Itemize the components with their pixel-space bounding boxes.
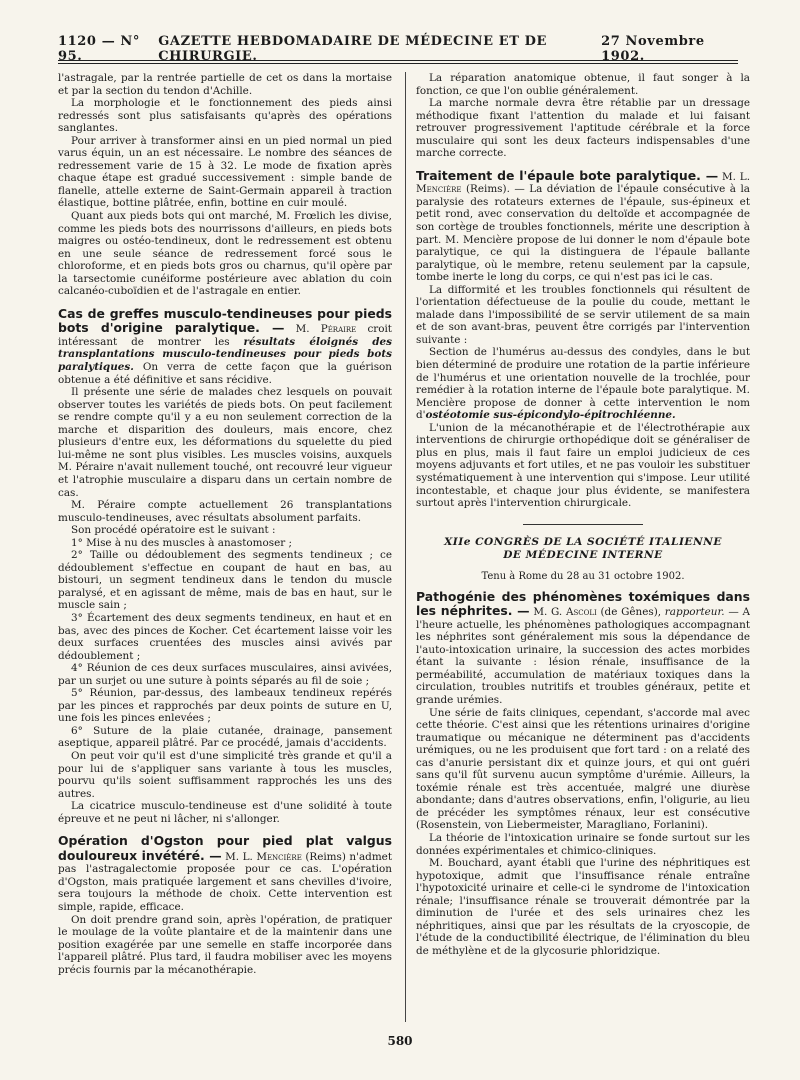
page-folio: 580 — [387, 1034, 413, 1048]
paragraph: La morphologie et le fonctionnement des pieds ainsi redressés sont plus satisfaisants qu'après des opérations sanglantes. — [58, 97, 392, 135]
paragraph — [416, 346, 750, 421]
paragraph: Son procédé opératoire est le suivant : — [71, 524, 276, 537]
section-nephrites-lead — [416, 590, 750, 707]
paragraph-text: Section de l'humérus au-dessus des condyles, dans le but bien déterminé de produire une rotation de la partie inférieure de l'humérus et une orientation nouvelle de la trochlée, pour remédier à la rotation interne de l'épaule bote paralytique. M. Mencière propose de donner à cette intervention le nom d' — [416, 346, 750, 422]
paragraph: L'union de la mécanothérapie et de l'électrothérapie aux interventions de chirurgie orthopédique doit se généraliser de plus en plus, mais il faut faire un emploi judicieux de ces moyens adjuvants et fort utiles, et ne pas vouloir les substituer systématiquement à une intervention qui s'impose. Leur utilité incontestable, et chaque jour plus évidente, se manifestera surtout après l'intervention chirurgicale. — [416, 421, 750, 510]
congress-dates: Tenu à Rome du 28 au 31 octobre 1902. — [481, 570, 685, 582]
left-column — [58, 72, 392, 1022]
procedure-step: 1° Mise à nu des muscles à anastomoser ; — [71, 536, 292, 549]
issue-date: 27 Novembre 1902. — [601, 34, 705, 64]
author-name: M. L. Mencière — [416, 170, 750, 196]
paragraph: La difformité et les troubles fonctionnels qui résultent de l'orientation défectueuse de la poulie du coude, mettant le malade dans l'impossibilité de se servir utilement de sa main et de son avant-bras, peuvent être corrigés par l'intervention suivante : — [416, 283, 750, 346]
paragraph: La cicatrice musculo-tendineuse est d'une solidité à toute épreuve et ne peut ni lâcher, ni s'allonger. — [58, 800, 392, 825]
lead-text: (Reims). — La déviation de l'épaule consécutive à la paralysie des rotateurs externes de l'épaule, sus-épineux et petit rond, avec conservation du deltoïde et accompagnée de son cortège de troubles fonctionnels, mérite une description à part. M. Mencière propose de lui donner le nom d'épaule bote paralytique, ce qui la distinguera de l'épaule ballante paralytique, où le membre, retenu seulement par la capsule, tombe inerte le long du corps, ce qui n'est pas ici le cas. — [416, 183, 750, 284]
lead-text-end: On verra de cette façon que la guérison obtenue a été définitive et sans récidive. — [58, 361, 392, 386]
section-separator — [523, 524, 643, 525]
header-rule-thin — [58, 63, 738, 64]
author-name: M. G. Ascoli — [533, 606, 597, 619]
congress-heading — [416, 536, 750, 563]
author-name: M. Péraire — [295, 323, 357, 336]
author-role: rapporteur. — [664, 606, 725, 619]
paragraph: Une série de faits cliniques, cependant, s'accorde mal avec cette théorie. C'est ainsi que les rétentions urinaires d'origine traumatique ou mécanique ne déterminent pas d'accidents urémiques, ou ne les produisent que fort tard : on a relaté des cas d'anurie persistant dix et quinze jours, et qui ont guéri sans qu'il fût survenu aucun symptôme d'urémie. Ailleurs, la toxémie rénale est très accentuée, malgré une diurèse abondante; dans d'autres observations, enfin, l'oligurie, au lieu de précéder les symptômes rénaux, leur est consécutive (Rosenstein, von Liebermeister, Maragliano, Forlanini). — [416, 706, 750, 832]
congress-title-line2: DE MÉDECINE INTERNE — [503, 549, 663, 562]
paragraph: Quant aux pieds bots qui ont marché, M. Frœlich les divise, comme les pieds bots des nourrissons d'ailleurs, en pieds bots maigres ou ostéo-tendineux, dont le redressement est obtenu en une seule séance de redressement forcé sous le chloroforme, et en pieds bots gros ou charnus, qu'il opère par la tarsectomie cunéiforme postérieure avec ablation du coin calcanéo-cuboïdien et de l'astragale en entier. — [58, 210, 392, 298]
section-title: Cas de greffes musculo-tendineuses pour pieds bots d'origine paralytique. — — [58, 305, 392, 336]
congress-title-line1: XIIe CONGRÈS DE LA SOCIÉTÉ ITALIENNE — [444, 535, 722, 548]
paragraph: M. Péraire compte actuellement 26 transplantations musculo-tendineuses, avec résultats absolument parfaits. — [58, 499, 392, 524]
paragraph: La marche normale devra être rétablie par un dressage méthodique fixant l'attention du malade et lui faisant retrouver progressivement l'aptitude cérébrale et la force musculaire qui sont les deux facteurs indispensables d'une marche correcte. — [416, 97, 750, 160]
procedure-name: ostéotomie sus-épicondylo-épitrochléenne. — [425, 409, 676, 422]
section-title: Opération d'Ogston pour pied plat valgus douloureux invétéré. — — [58, 833, 392, 863]
paragraph: On peut voir qu'il est d'une simplicité très grande et qu'il a pour lui de s'appliquer sans variante à tous les muscles, pourvu qu'ils soient suffisamment rapprochés les uns des autres. — [58, 749, 392, 800]
lead-text: croit intéressant de montrer les — [58, 323, 392, 348]
journal-title: GAZETTE HEBDOMADAIRE DE MÉDECINE ET DE CHIRURGIE. — [158, 34, 548, 64]
section-title: Traitement de l'épaule bote paralytique. — — [416, 167, 719, 183]
section-greffes-lead — [58, 307, 392, 386]
procedure-step: 3° Écartement des deux segments tendineux, en haut et en bas, avec des pinces de Kocher. Cet écartement laisse voir les deux surfaces cruentées des muscles ainsi avivés par dédoublement ; — [58, 611, 392, 662]
column-divider — [405, 72, 406, 1022]
author-name: M. L. Mencière — [225, 850, 302, 863]
section-title: Pathogénie des phénomènes toxémiques dans les néphrites. — — [416, 588, 750, 619]
section-ogston-lead — [58, 834, 392, 913]
paragraph: l'astragale, par la rentrée partielle de cet os dans la mortaise et par la section du tendon d'Achille. — [58, 72, 392, 97]
procedure-step: 2° Taille ou dédoublement des segments tendineux ; ce dédoublement s'effectue en coupant de haut en bas, au bistouri, un segment tendineux dans le tendon du muscle paralysé, et en agissant de même, mais de bas en haut, sur le muscle sain ; — [58, 549, 392, 612]
lead-text: — A l'heure actuelle, les phénomènes pathologiques accompagnant les néphrites sont généralement mis sous la dépendance de l'auto-intoxication urinaire, la succession des actes morbides étant la suivante : lésion rénale, insuffisance de la perméabilité, accumulation de matériaux toxiques dans la circulation, troubles nutritifs et troubles généraux, petite et grande urémies. — [416, 606, 750, 706]
header-rule — [58, 60, 738, 61]
procedure-step: 4° Réunion de ces deux surfaces musculaires, ainsi avivées, par un surjet ou une suture à points séparés au fil de soie ; — [58, 662, 392, 687]
right-column — [416, 72, 750, 1022]
paragraph: On doit prendre grand soin, après l'opération, de pratiquer le moulage de la voûte plantaire et de la maintenir dans une position exagérée par une semelle en staffe incorporée dans l'appareil plâtré. Plus tard, il faudra mobiliser avec les moyens précis fournis par la mécanothérapie. — [58, 913, 392, 976]
author-origin: (de Gênes), — [600, 606, 662, 619]
page-issue-number: 1120 — N° 95. — [58, 34, 141, 64]
section-epaule-lead — [416, 169, 750, 284]
paragraph: M. Bouchard, ayant établi que l'urine des néphritiques est hypotoxique, admit que l'insuffisance rénale entraîne l'hypotoxicité urinaire et celle-ci le syndrome de l'intoxication rénale; l'insuffisance rénale se trouverait démontrée par la diminution de l'urée et des sels urinaires chez les néphritiques, ainsi que par les résultats de la cryoscopie, de l'étude de la conductibilité électrique, de l'élimination du bleu de méthylène et de la glycosurie phloridzique. — [416, 857, 750, 957]
paragraph: Pour arriver à transformer ainsi en un pied normal un pied varus équin, un an est nécessaire. Le nombre des séances de redressement varie de 15 à 32. Le mode de fixation après chaque étape est gradué successivement : simple bande de flanelle, attelle externe de Saint-Germain appareil à traction élastique, bottine plâtrée, enfin, bottine en cuir moulé. — [58, 134, 392, 210]
paragraph: La réparation anatomique obtenue, il faut songer à la fonction, ce que l'on oublie généralement. — [416, 72, 750, 97]
procedure-step: 6° Suture de la plaie cutanée, drainage, pansement aseptique, appareil plâtré. Par ce procédé, jamais d'accidents. — [58, 724, 392, 750]
lead-emphasis: résultats éloignés des transplantations musculo-tendineuses pour pieds bots paralytiques. — [58, 335, 392, 374]
procedure-step: 5° Réunion, par-dessus, des lambeaux tendineux repérés par les pinces et rapprochés par deux points de suture en U, une fois les pinces enlevées ; — [58, 687, 392, 725]
paragraph: La théorie de l'intoxication urinaire se fonde surtout sur les données expérimentales et chimico-cliniques. — [416, 831, 750, 857]
lead-text: (Reims) n'admet pas l'astragalectomie proposée pour ce cas. L'opération d'Ogston, mais pratiquée largement et sans chevilles d'ivoire, sera toujours la méthode de choix. Cette intervention est simple, rapide, efficace. — [58, 850, 392, 913]
paragraph: Il présente une série de malades chez lesquels on pouvait observer toutes les variétés de pieds bots. On peut facilement se rendre compte qu'il y a eu non seulement correction de la marche et disparition des douleurs, mais encore, chez plusieurs d'entre eux, les déformations du squelette du pied lui-même ne sont plus visibles. Les muscles voisins, auxquels M. Péraire n'avait nullement touché, ont recouvré leur vigueur et l'atrophie musculaire a disparu dans un certain nombre de cas. — [58, 386, 392, 499]
running-header — [58, 34, 738, 64]
